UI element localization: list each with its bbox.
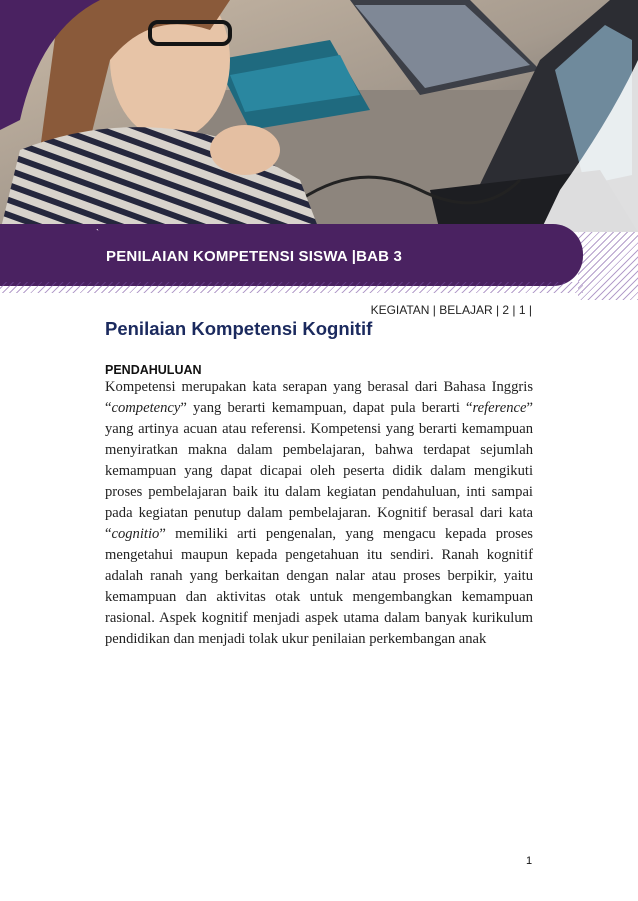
section-heading: PENDAHULUAN [105,363,202,377]
italic-term: reference [472,400,527,416]
paragraph-segment: ” yang artinya acuan atau referensi. Kompetensi yang berarti kemampuan menyiratkan makna dalam pembelajaran, bahwa terdapat sejumlah kemampuan yang dapat dicapai oleh peserta didik dalam mengikuti proses pembelajaran baik itu dalam kegiatan pendahuluan, inti sampai pada kegiatan penutup dalam pembelajaran. Kognitif berasal dari kata “ [105,400,533,542]
chapter-title: PENILAIAN KOMPETENSI SISWA |BAB 3 [106,248,403,265]
italic-term: competency [111,400,181,416]
paragraph-segment: ” memiliki arti pengenalan, yang mengacu kepada proses mengetahui maupun kepada pengetahuan itu sendiri. Ranah kognitif adalah ranah yang berkaitan dengan nalar atau proses berpikir, yaitu kemampuan dan aktivitas otak untuk mengembangkan kemampuan rasional. Aspek kognitif menjadi aspek utama dalam banyak kurikulum pendidikan dan menjadi tolak ukur penilaian perkembangan anak [105,526,533,647]
paragraph-segment: Kompetensi merupakan kata serapan yang berasal dari Bahasa Inggris “ [105,379,533,416]
page-number: 1 [526,855,533,867]
body-paragraph [105,377,533,650]
banner-tick-mark: ` [96,228,99,238]
italic-term: cognitio [111,526,160,542]
paragraph-segment: ” yang berarti kemampuan, dapat pula berarti “ [180,400,473,416]
activity-label: KEGIATAN | BELAJAR | 2 | 1 | [370,303,532,317]
decorative-hatch-bottom [0,282,583,293]
page-title: Penilaian Kompetensi Kognitif [105,318,373,339]
header-photo [0,0,638,232]
